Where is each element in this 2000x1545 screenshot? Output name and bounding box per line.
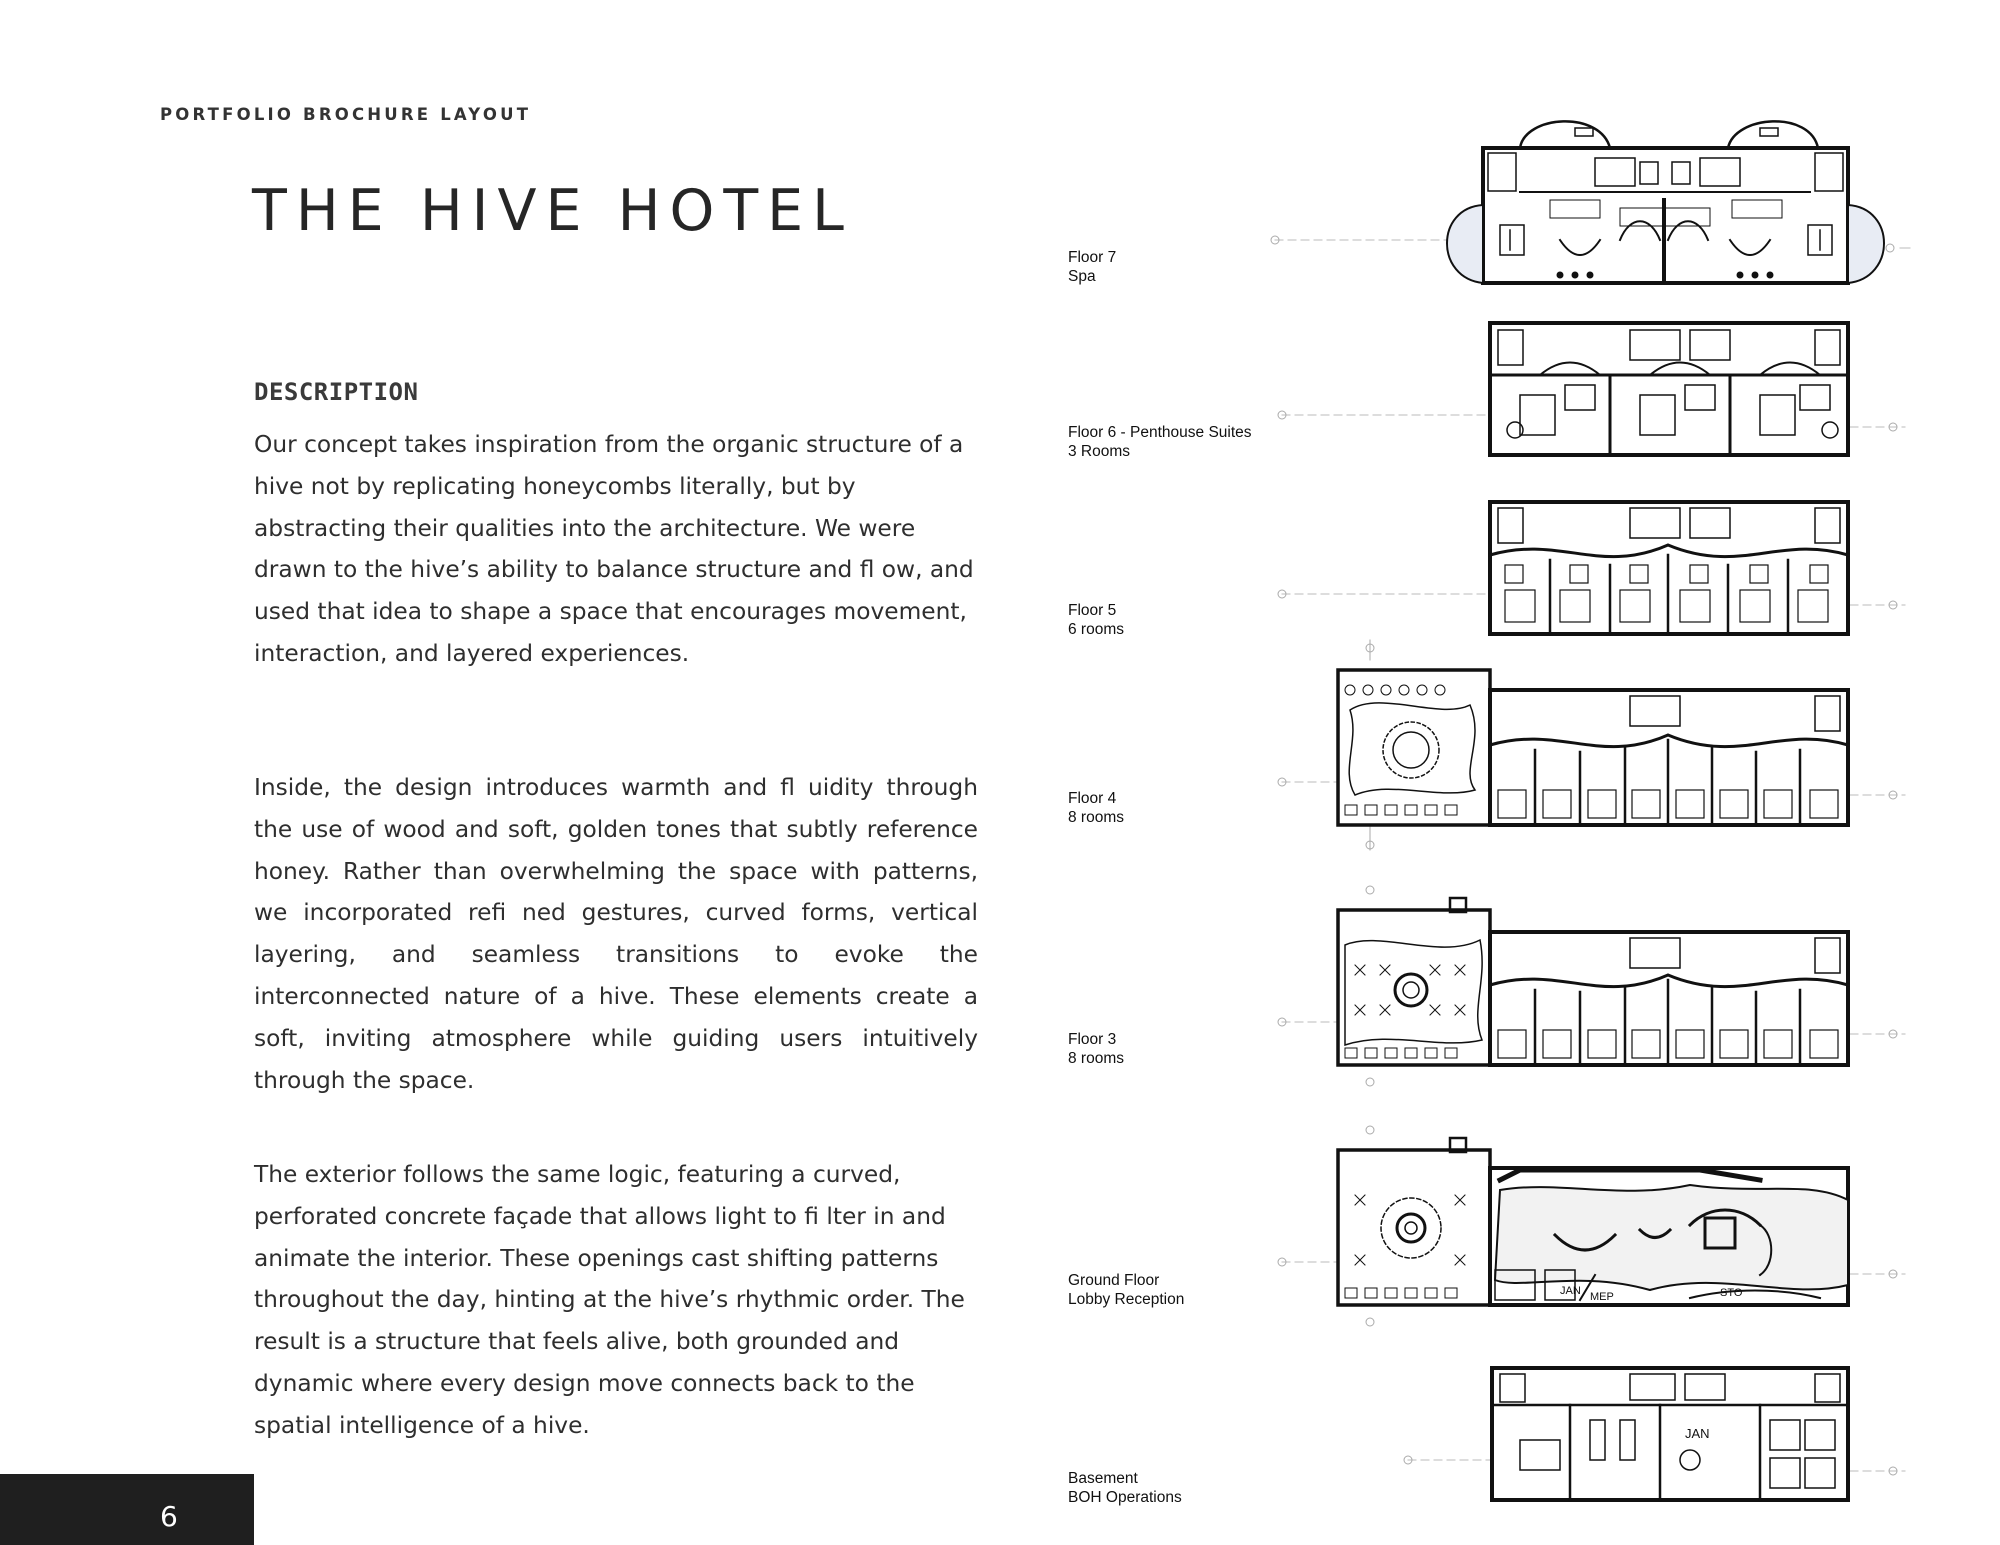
description-paragraph-2: Inside, the design introduces warmth and fl uidity through the use of wood and soft, golden tones that subtly reference honey. Rather than overwhelming the space with patterns, we incorporated refi ned gestures, curved forms, vertical layering, and seamless transitions to evoke the interconnected nature of a hive. These elements create a soft, inviting atmosphere while guiding users intuitively through the space. xyxy=(254,774,978,1094)
floor-6-plan xyxy=(1278,323,1905,455)
floor-name: Floor 5 xyxy=(1068,602,1117,619)
floor-detail: Spa xyxy=(1068,268,1096,285)
floor-detail: 6 rooms xyxy=(1068,621,1124,638)
page-title: THE HIVE HOTEL xyxy=(252,178,853,244)
floor-5-plan xyxy=(1278,502,1905,634)
floor-name: Ground Floor xyxy=(1068,1272,1160,1289)
plan-tag-mep: MEP xyxy=(1590,1291,1614,1303)
floor-name: Floor 7 xyxy=(1068,249,1117,266)
description-paragraph-3: The exterior follows the same logic, featuring a curved, perforated concrete façade that allows light to fi lter in and animate the interior. These openings cast shifting patterns throughout the day, hinting at the hive’s rhythmic order. The result is a structure that feels alive, both grounded and dynamic where every design move connects back to the spatial intelligence of a hive. xyxy=(254,1161,965,1439)
floor-detail: BOH Operations xyxy=(1068,1489,1182,1506)
floor-name: Basement xyxy=(1068,1470,1138,1487)
floor-name: Floor 4 xyxy=(1068,790,1117,807)
description-paragraph-1: Our concept takes inspiration from the organic structure of a hive not by replicating honeycombs literally, but by abstracting their qualities into the architecture. We were drawn to the hive’s ability to balance structure and fl ow, and used that idea to shape a space that encourages movement, interaction, and layered experiences. xyxy=(254,431,974,667)
floor-3-plan xyxy=(1278,886,1905,1086)
plan-tag-sto: STO xyxy=(1720,1287,1743,1299)
floor-detail: 3 Rooms xyxy=(1068,443,1131,460)
plan-tag-jan: JAN xyxy=(1560,1285,1581,1297)
floor-detail: 8 rooms xyxy=(1068,809,1124,826)
page-number-box xyxy=(0,1474,254,1545)
brochure-kicker: PORTFOLIO BROCHURE LAYOUT xyxy=(160,105,532,124)
floor-detail: 8 rooms xyxy=(1068,1050,1124,1067)
plan-tag-basement-jan: JAN xyxy=(1685,1426,1710,1441)
floor-7-plan xyxy=(1271,121,1910,283)
floor-detail: Lobby Reception xyxy=(1068,1291,1185,1308)
floor-name: Floor 3 xyxy=(1068,1031,1117,1048)
floor-name: Floor 6 - Penthouse Suites xyxy=(1068,424,1252,441)
basement-plan xyxy=(1404,1368,1905,1500)
floor-4-plan xyxy=(1278,640,1905,850)
page-number: 6 xyxy=(160,1500,178,1533)
description-heading: DESCRIPTION xyxy=(254,378,419,406)
